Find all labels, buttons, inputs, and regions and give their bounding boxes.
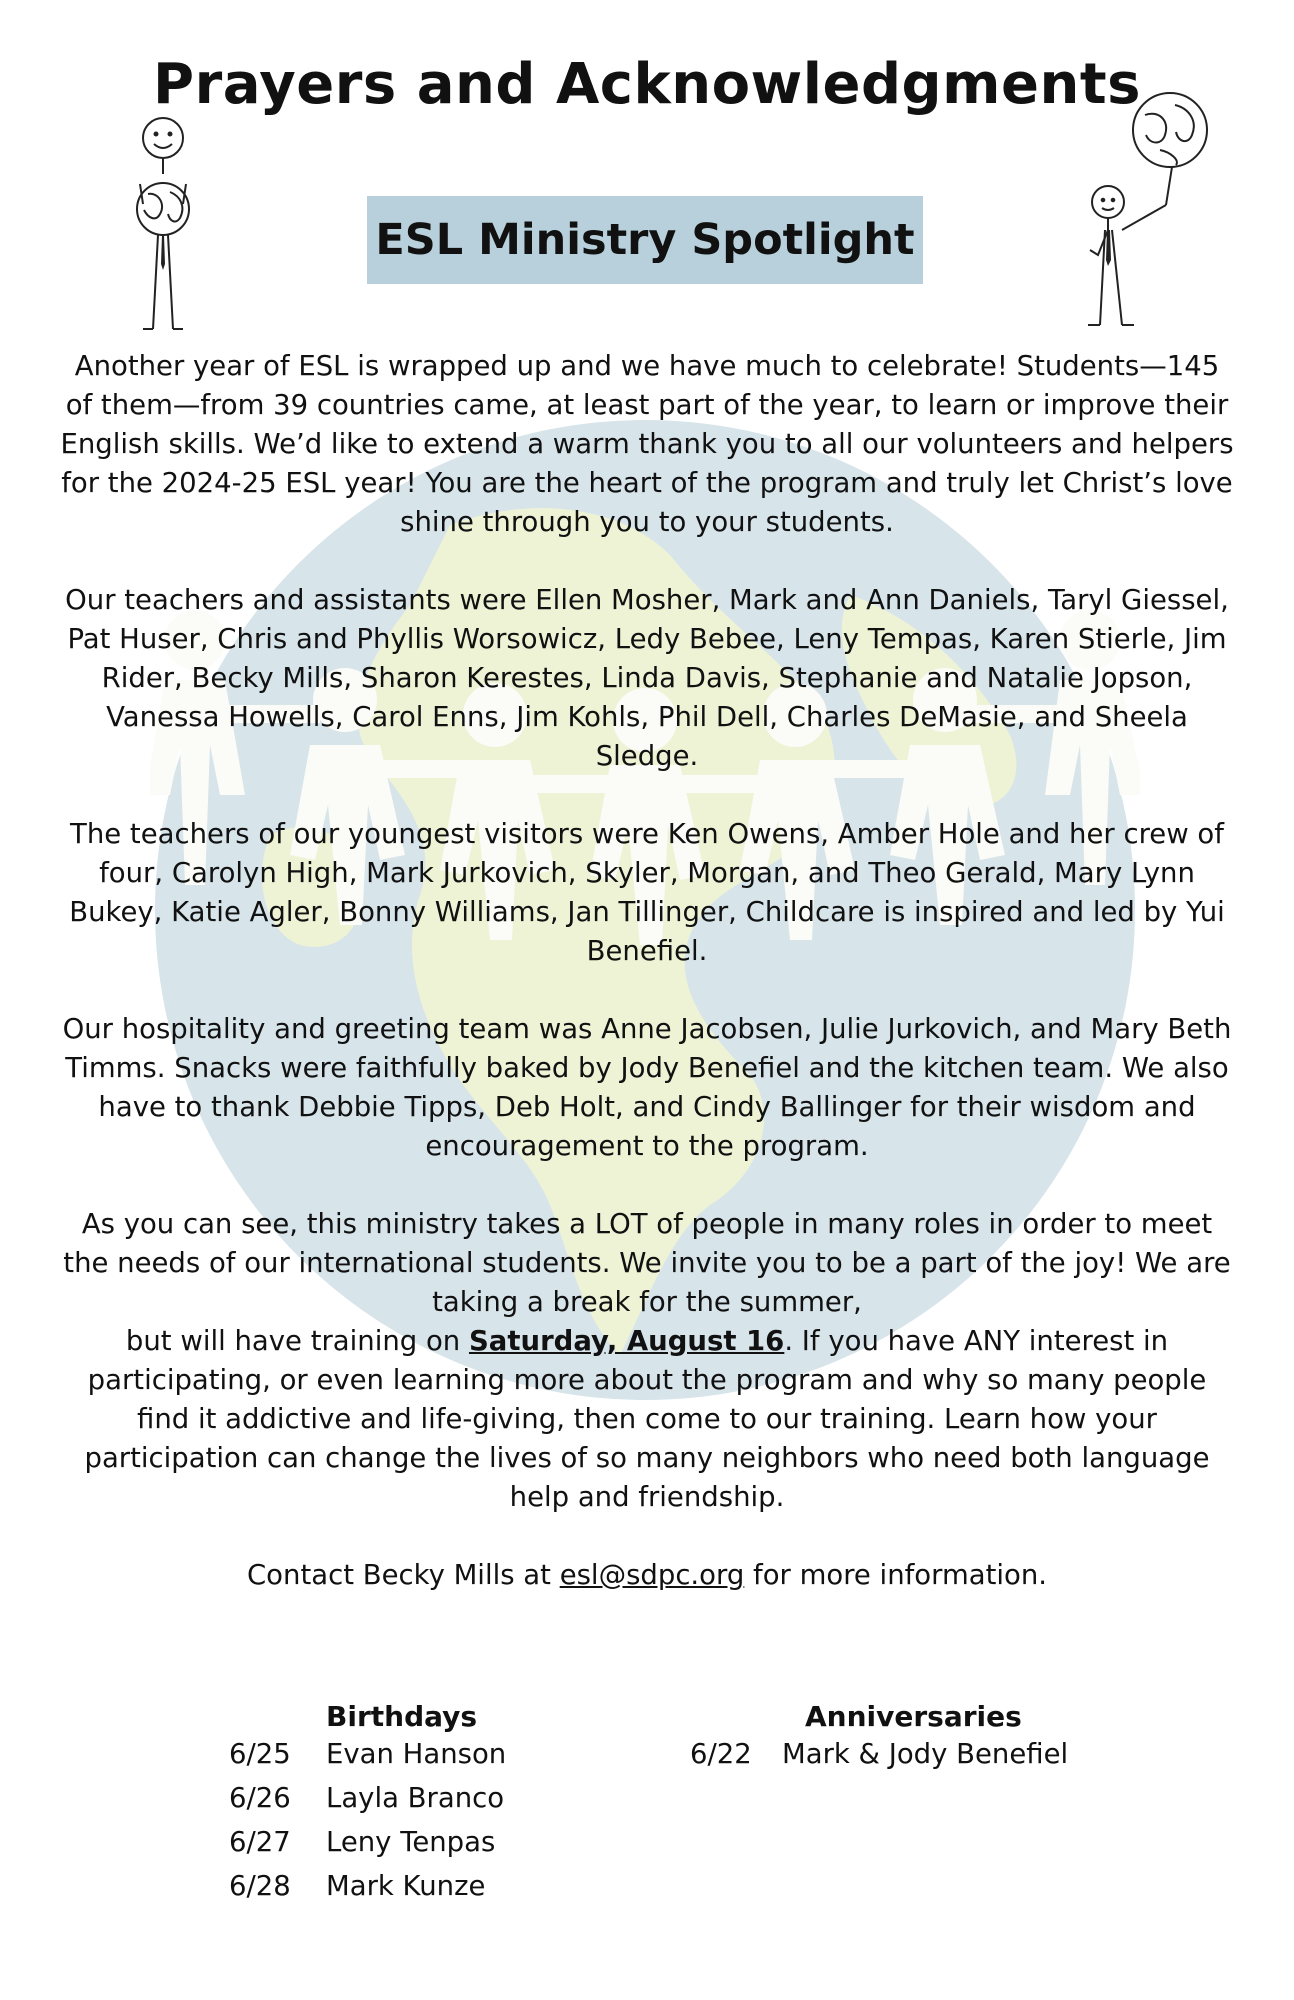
birthday-name: Evan Hanson [326,1738,507,1770]
paragraph-intro: Another year of ESL is wrapped up and we have much to celebrate! Students—145 of them—from 39 countries came, at least part of the year, to learn or improve their English skills. We’d like to extend a warm thank you to all our volunteers and helpers for the 2024-25 ESL year! You are the heart of the program and truly let Christ’s love shine through you to your students. [60,350,1234,538]
anniversary-name: Mark & Jody Benefiel [782,1738,1069,1770]
birthday-date: 6/25 [229,1738,291,1770]
paragraph-teachers: Our teachers and assistants were Ellen Mosher, Mark and Ann Daniels, Taryl Giessel, Pat Huser, Chris and Phyllis Worsowicz, Ledy Bebee, Leny Tempas, Karen Stierle, Jim Rider, Becky Mills, Sharon Kerestes, Linda Davis, Stephanie and Natalie Jopson, Vanessa Howells, Carol Enns, Jim Kohls, Phil Dell, Charles DeMasie, and Sheela Sledge. [65,584,1229,772]
invitation-text-training: but will have training on [125,1325,469,1357]
contact-text-end: for more information. [744,1559,1048,1591]
training-date: Saturday, August 16 [468,1325,785,1357]
birthday-name: Layla Branco [326,1782,505,1814]
birthdays-heading: Birthdays [326,1700,478,1733]
section-title: ESL Ministry Spotlight [375,215,915,265]
paragraph-invitation [60,1205,1234,1517]
anniversary-date: 6/22 [690,1738,752,1770]
invitation-text-end: . If you have ANY interest in participating, or even learning more about the program and why so many people find it addictive and life-giving, then come to our training. Learn how your participation can change the lives of so many neighbors who need both language help and friendship. [84,1325,1210,1513]
anniversaries-heading: Anniversaries [805,1700,1022,1733]
article-body [60,347,1234,1595]
birthday-name: Leny Tenpas [326,1826,496,1858]
birthday-name: Mark Kunze [326,1870,486,1902]
section-banner [367,196,923,284]
birthday-date: 6/27 [229,1826,291,1858]
birthday-date: 6/26 [229,1782,291,1814]
birthday-date: 6/28 [229,1870,291,1902]
paragraph-hospitality: Our hospitality and greeting team was Anne Jacobsen, Julie Jurkovich, and Mary Beth Timms. Snacks were faithfully baked by Jody Benefiel and the kitchen team. We also have to thank Debbie Tipps, Deb Holt, and Cindy Ballinger for their wisdom and encouragement to the program. [62,1013,1232,1162]
stick-figure-holding-globe-icon [118,114,208,334]
contact-email-link[interactable]: esl@sdpc.org [559,1559,745,1591]
paragraph-contact [60,1556,1234,1595]
stick-figure-balancing-globe-icon [1080,90,1210,330]
paragraph-childcare: The teachers of our youngest visitors were Ken Owens, Amber Hole and her crew of four, Carolyn High, Mark Jurkovich, Skyler, Morgan, and Theo Gerald, Mary Lynn Bukey, Katie Agler, Bonny Williams, Jan Tillinger, Childcare is inspired and led by Yui Benefiel. [69,818,1225,967]
page-title: Prayers and Acknowledgments [153,52,1141,117]
invitation-text-start: As you can see, this ministry takes a LOT of people in many roles in order to meet the needs of our international students. We invite you to be a part of the joy! We are taking a break for the summer, [63,1208,1231,1318]
contact-text-start: Contact Becky Mills at [246,1559,560,1591]
